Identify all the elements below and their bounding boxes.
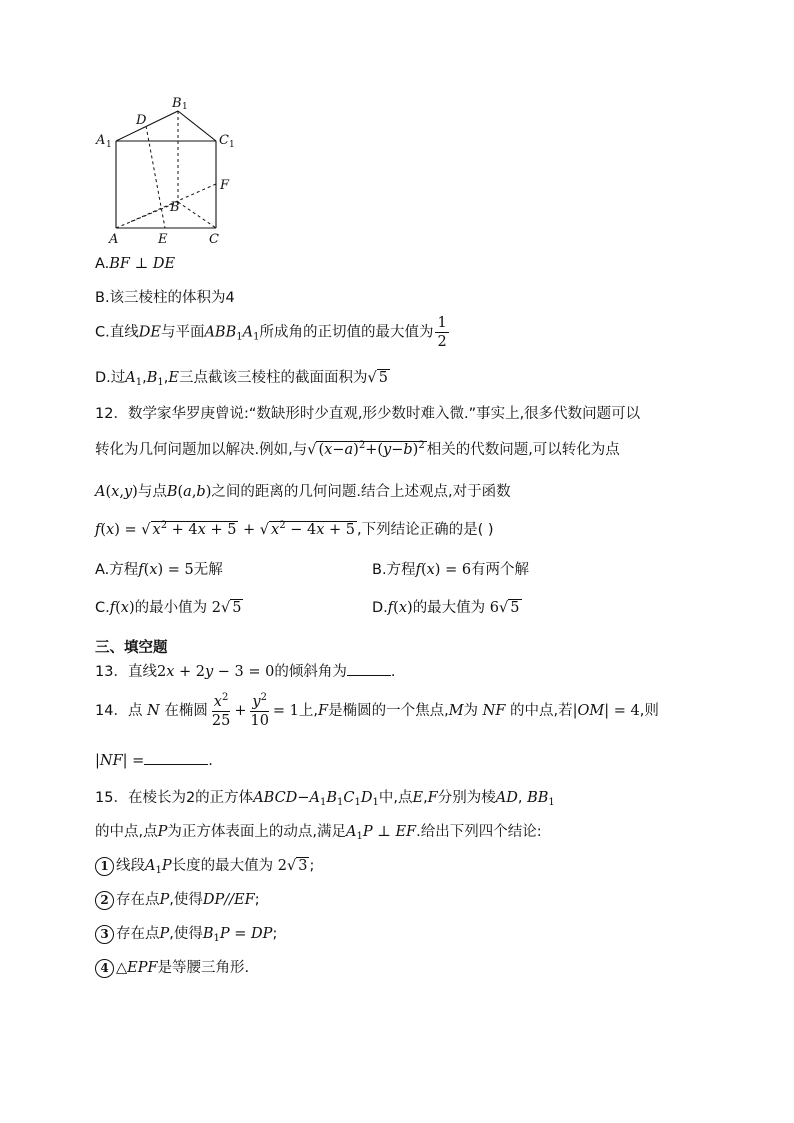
q15-conclusion-2: 2 存在点P,使得DP//EF; — [95, 888, 260, 910]
label-C1: C — [219, 133, 229, 148]
q11-option-d: D.过$A_1,B_1,E$三点截该三棱柱的截面面积为√ 5 — [95, 370, 388, 388]
label-B1-sub: 1 — [182, 102, 188, 112]
label-C1-sub: 1 — [229, 140, 235, 150]
label-E: E — [158, 232, 168, 247]
q12-line3: A(x,y)与点B(a,b)之间的距离的几何问题.结合上述观点,对于函数 — [95, 484, 511, 500]
q15-conclusion-3: 3 存在点P,使得$B_1P$ = DP; — [95, 922, 277, 944]
section-title: 三、填空题 — [95, 640, 168, 656]
label-D: D — [136, 113, 147, 128]
q14-answer: |NF| = . — [95, 750, 213, 769]
q15-line1: 15．在棱长为2的正方体$ABCD-A_1B_1C_1D_1$中,点E,F分别为棱AD, $BB_1$ — [95, 790, 555, 808]
prism-figure — [90, 92, 250, 252]
label-C: C — [209, 232, 219, 247]
q15-conclusion-4: 4 △EPF是等腰三角形. — [95, 956, 249, 978]
q13: 13．直线2x + 2y − 3 = 0的倾斜角为 . — [95, 660, 395, 681]
q11-option-c: C.直线DE与平面$ABB_1A_1$所成角的正切值的最大值为 $\frac{1}{2}$ — [95, 315, 447, 351]
label-A1: A — [96, 133, 106, 148]
q12-line4: f(x) = √ $x^2 + 4x + 5$ + √ $x^2 - 4x + 5$ ,下列结论正确的是( ) — [95, 520, 494, 538]
q11-option-a: A.BF ⊥ DE — [95, 256, 176, 272]
label-B1: B — [172, 96, 182, 111]
q15-conclusion-1: 1 线段$A_1P$长度的最大值为 2√ 3 ; — [95, 854, 314, 876]
q12-option-a: A.方程f(x) = 5无解 — [95, 562, 223, 578]
q12-option-d: D.f(x)的最大值为 6√ 5 — [372, 600, 520, 616]
q11-option-b: B.该三棱柱的体积为4 — [95, 290, 235, 306]
q12-option-c: C.f(x)的最小值为 2√ 5 — [95, 600, 242, 616]
label-F: F — [220, 178, 230, 193]
label-A: A — [109, 232, 119, 247]
q12-line2: 转化为几何问题加以解决.例如,与√ $(x-a)^2+(y-b)^2$ 相关的代数问题,可以转化为点 — [95, 440, 620, 458]
q14: 14．点 N 在椭圆 $\frac{x^2}{25}$ + $\frac{y^2}{10}$ = 1上,F是椭圆的一个焦点,M为 NF 的中点,若|OM| = 4,则 — [95, 692, 659, 730]
label-B: B — [170, 200, 180, 215]
q12-line1: 12．数学家华罗庚曾说:“数缺形时少直观,形少数时难入微.”事实上,很多代数问题可以 — [95, 406, 641, 422]
q12-option-b: B.方程f(x) = 6有两个解 — [372, 562, 530, 578]
label-A1-sub: 1 — [106, 140, 112, 150]
q15-line2: 的中点,点P为正方体表面上的动点,满足$A_1P$ ⊥ EF.给出下列四个结论: — [95, 824, 542, 842]
